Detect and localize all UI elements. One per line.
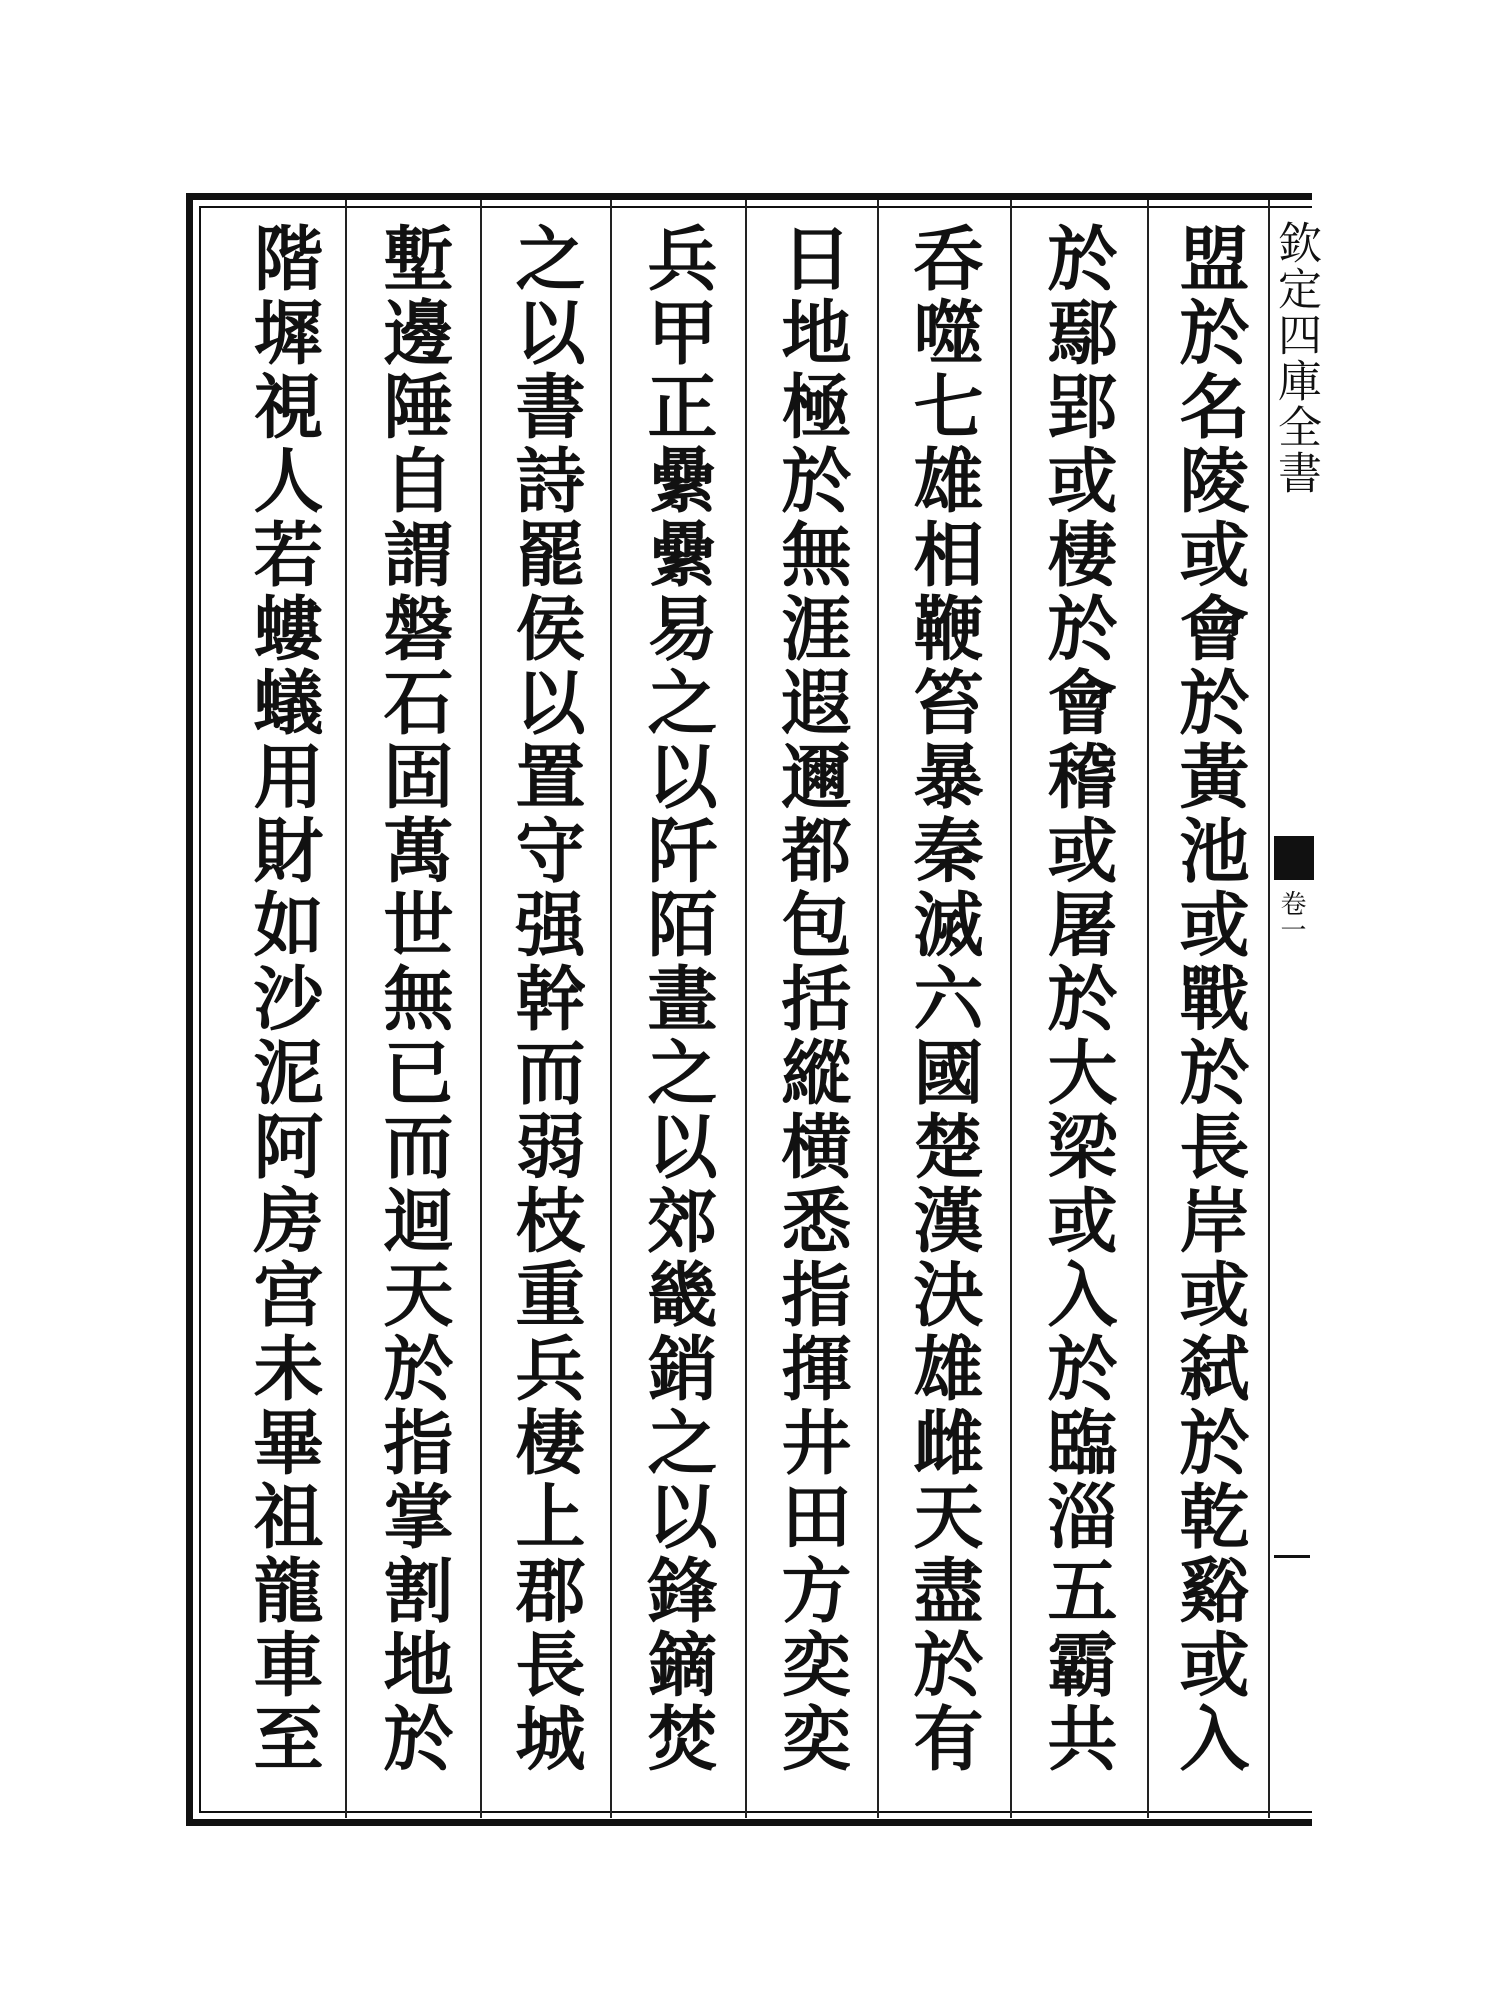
- column-rule: [480, 200, 482, 1818]
- column-rule: [610, 200, 612, 1818]
- text-column-2: 於鄢郢或棲於會稽或屠於大梁或入於臨淄五霸共: [1036, 222, 1119, 1776]
- text-column-6: 之以書詩罷侯以置守强幹而弱枝重兵棲上郡長城: [504, 222, 587, 1776]
- column-rule: [1147, 200, 1149, 1818]
- column-rule: [877, 200, 879, 1818]
- column-rule: [345, 200, 347, 1818]
- margin-juan: 卷一: [1276, 890, 1306, 942]
- column-rule: [1010, 200, 1012, 1818]
- text-column-1: 盟於名陵或會於黃池或戰於長岸或弑於乾谿或入: [1168, 222, 1251, 1776]
- text-column-4: 日地極於無涯遐邇都包括縱横悉指揮井田方奕奕: [770, 222, 853, 1776]
- page-frame: [186, 193, 1312, 1826]
- column-rule: [745, 200, 747, 1818]
- fore-edge: [1270, 200, 1321, 1818]
- text-column-3: 呑噬七雄相鞭笞暴秦滅六國楚漢決雄雌天盡於有: [902, 222, 985, 1776]
- page-number-mark: [1274, 1555, 1310, 1558]
- text-column-5: 兵甲正纍纍易之以阡陌畫之以郊畿銷之以鋒鏑焚: [636, 222, 719, 1776]
- margin-title: 欽定四庫全書: [1270, 220, 1321, 496]
- text-column-8: 階墀視人若螻蟻用財如沙泥阿房宫未畢祖龍車至: [242, 222, 325, 1776]
- fishtail-mark: [1274, 836, 1314, 880]
- text-column-7: 塹邊陲自謂磐石固萬世無已而迴天於指掌割地於: [372, 222, 455, 1776]
